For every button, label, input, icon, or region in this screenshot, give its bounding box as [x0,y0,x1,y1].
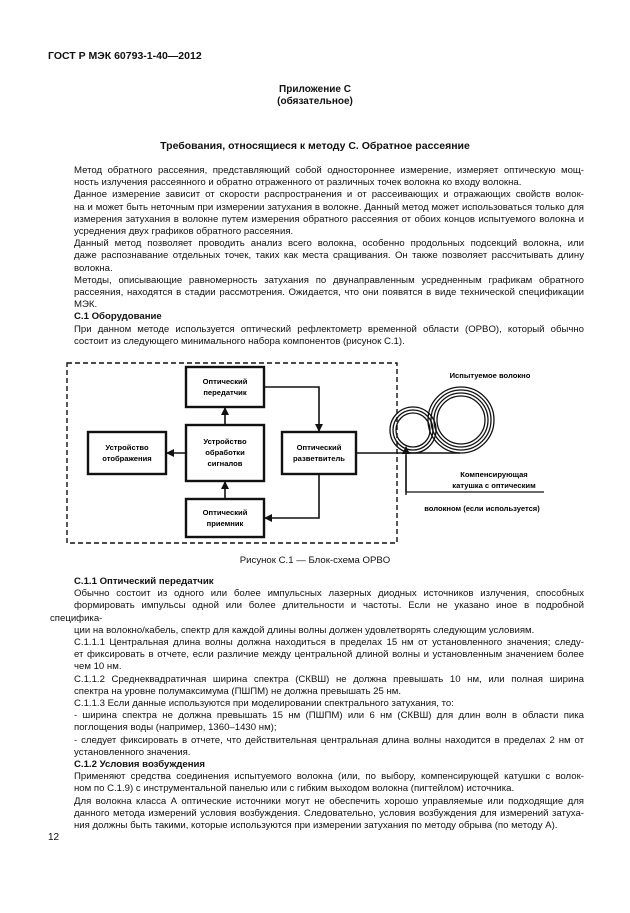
processor-label-3: сигналов [207,459,243,468]
processor-label-1: Устройство [203,437,247,446]
spool-label-1: Компенсирующая [460,470,528,479]
arrow-transmitter-to-splitter [264,387,319,431]
paragraph [50,698,584,710]
text-line: Обычно состоит из одного или более импульсных лазерных диодных источников излучения, способных [74,588,584,600]
text-line: даже распознавание отдельных точек, таких как места сращивания. Он также позволяет рассчитывать длину [74,250,584,262]
intro-block [50,165,584,348]
section-heading: С.1 Оборудование [74,311,162,323]
section-heading: С.1.2 Условия возбуждения [74,759,205,771]
page-number: 12 [48,832,60,843]
otdr-block-diagram [50,355,580,550]
arrow-splitter-to-receiver [265,474,319,518]
paragraph [50,710,584,734]
section-c1-1-block [50,576,584,832]
text-line: рассеяния, находятся в стадии рассмотрения. Ожидается, что они появятся в виде технической спецификации [74,287,584,299]
receiver-box [186,499,264,537]
transmitter-label-2: передатчик [203,388,247,397]
paragraph [50,771,584,795]
text-line: состоит из следующего минимального набора компонентов (рисунок С.1). [74,335,405,347]
text-line: - следует фиксировать в отчете, что действительная центральная длина волны находится в пределах 2 нм от [74,734,584,746]
paragraph [50,674,584,698]
paragraph [50,588,584,637]
receiver-label-1: Оптический [202,508,248,517]
text-line: С.1.1.1 Центральная длина волны должна находиться в пределах 15 нм от установленного значения; следу- [74,637,584,649]
fiber-under-test-spool [428,387,494,453]
splitter-box [282,432,356,474]
paragraph [50,324,584,348]
text-line: - ширина спектра не должна превышать 15 нм (ПШПМ) или 6 нм (СКВШ) для длин волн в области пика [74,710,584,722]
text-line: измерения затухания в волокне путем измерения обратного рассеяния от обоих концов испытуемого волокна и [74,213,584,225]
text-line: Метод обратного рассеяния, представляющий собой одностороннее измерение, измеряет оптическую мощ- [74,165,584,176]
text-line: усреднения двух графиков обратного рассеяния. [74,226,294,238]
splitter-label-2: разветвитель [293,454,345,463]
text-line: МЭК. [74,299,98,311]
transmitter-box [186,367,264,407]
figure-caption: Рисунок С.1 — Блок-схема OPBO [239,555,391,566]
text-line: формировать импульсы одной или более длительности и частоты. Если не указано иное в подробной специфика- [50,600,584,624]
text-line: С.1.1.3 Если данные используются при моделировании спектрального затухания, то: [74,698,454,710]
receiver-label-2: приемник [206,519,244,528]
text-line: спектра на уровне полумаксимума (ПШПМ) не должна превышать 25 нм. [74,685,402,697]
text-line: чем 10 нм. [74,661,122,673]
transmitter-label-1: Оптический [202,377,248,386]
text-line: на и может быть неточным при измерении затухания в волокне. Данный метод может использоваться только для [74,201,584,213]
text-line: При данном методе используется оптический рефлектометр временной области (OPBO), который обычно [74,323,584,335]
spool-label-3: волокном (если используется) [424,504,540,513]
text-line: Для волокна класса А оптические источники могут не обеспечить хорошо управляемые или подходящие для [74,795,584,807]
text-line: ции на волокно/кабель, спектр для каждой длины волны должен удовлетворять следующим условиям. [74,624,535,636]
text-line: данного метода измерений условия возбуждения. Следовательно, условия возбуждения для измерений затуха- [74,807,584,819]
paragraph [50,238,584,275]
text-line: Данный метод позволяет проводить анализ всего волокна, особенно продольных подсекций волокна, или [74,238,584,250]
paragraph [50,165,584,189]
splitter-label-1: Оптический [296,443,342,452]
section-title: Требования, относящиеся к методу С. Обратное рассеяние [160,140,470,152]
appendix-title: Приложение С [279,84,351,95]
appendix-status: (обязательное) [277,96,353,107]
text-line: ность излучения рассеянного и обратно отраженного от различных точек волокна ко входу волокна. [74,177,522,189]
text-line: ном по С.1.9) с инструментальной панелью или с гибким выходом волокна (пигтейлом) источника. [74,783,515,795]
display-label-1: Устройство [105,443,149,452]
text-line: Данное измерение зависит от скорости распространения и от рассеивающих и отражающих свойств волок- [74,189,584,201]
text-line: волокна. [74,262,113,274]
paragraph [50,275,584,312]
text-line: Методы, описывающие равномерность затухания по двунаправленным усредненным графикам обратного [74,274,584,286]
paragraph [50,189,584,238]
text-line: установленного значения. [74,746,191,758]
fiber-under-test-label: Испытуемое волокно [449,371,531,380]
spool-label-2: катушка с оптическим [452,481,536,490]
processor-label-2: обработки [205,448,245,457]
paragraph [50,796,584,833]
paragraph [50,735,584,759]
text-line: поглощения воды (например, 1360–1430 нм); [74,722,277,734]
text-line: ния должны быть такими, которые используются при измерении затухания по методу обрыва (по методу А). [74,820,558,832]
paragraph [50,637,584,674]
text-line: Применяют средства соединения испытуемого волокна (или, по выбору, компенсирующей катушки с волок- [74,771,584,783]
section-heading: С.1.1 Оптический передатчик [74,576,214,587]
text-line: С.1.1.2 Среднеквадратичная ширина спектра (СКВШ) не должна превышать 10 нм, или полная ширина [74,673,584,685]
display-box [88,432,166,474]
text-line: ет фиксировать в отчете, если различие между центральной длиной волны и установленным значением более [74,649,584,661]
display-label-2: отображения [102,454,152,463]
document-id: ГОСТ Р МЭК 60793-1-40—2012 [48,50,202,62]
